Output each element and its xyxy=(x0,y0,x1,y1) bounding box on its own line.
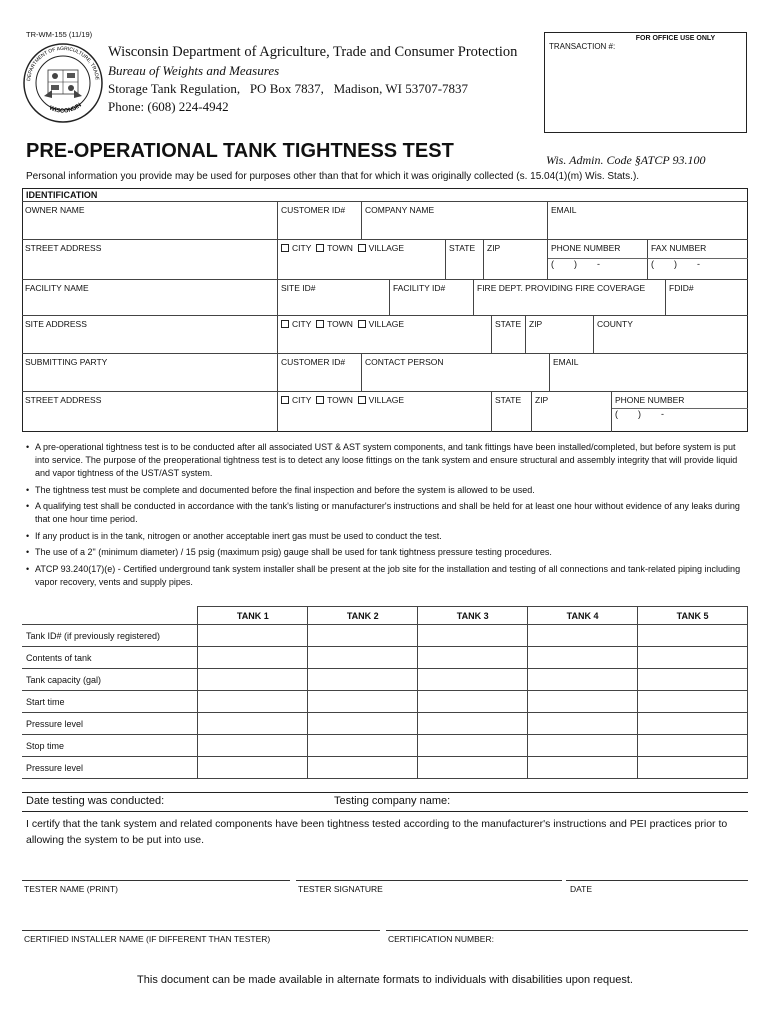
seal-top-text: DEPARTMENT OF AGRICULTURE, TRADE xyxy=(26,45,100,82)
tank-cell[interactable] xyxy=(638,625,748,647)
row-label: Stop time xyxy=(22,735,198,757)
tank-cell[interactable] xyxy=(198,625,308,647)
bullet-4: • If any product is in the tank, nitrogen or another acceptable inert gas must be used to conduct the test. xyxy=(26,531,442,541)
sub-town-checkbox[interactable]: TOWN xyxy=(316,395,353,405)
tank-cell[interactable] xyxy=(308,735,418,757)
tank-cell[interactable] xyxy=(198,691,308,713)
row-label: Start time xyxy=(22,691,198,713)
tank-cell[interactable] xyxy=(528,669,638,691)
table-row xyxy=(22,669,748,691)
testing-company-field[interactable]: Testing company name: xyxy=(334,795,451,807)
tank-cell[interactable] xyxy=(528,691,638,713)
bureau-name: Bureau of Weights and Measures xyxy=(108,63,280,78)
agency-name: Wisconsin Department of Agriculture, Trade and Consumer Protection xyxy=(108,44,518,60)
tank-cell[interactable] xyxy=(638,757,748,779)
tank-header: TANK 1 xyxy=(198,607,308,625)
site-town-checkbox[interactable]: TOWN xyxy=(316,319,353,329)
site-address-field[interactable]: SITE ADDRESS xyxy=(22,316,278,354)
village-checkbox[interactable]: VILLAGE xyxy=(358,243,404,253)
site-zip-field[interactable]: ZIP xyxy=(526,316,594,354)
admin-code: Wis. Admin. Code §ATCP 93.100 xyxy=(546,153,706,167)
submitter-street-address-field[interactable]: STREET ADDRESS xyxy=(22,392,278,432)
tank-cell[interactable] xyxy=(198,735,308,757)
tank-cell[interactable] xyxy=(198,713,308,735)
owner-customer-id-field[interactable]: CUSTOMER ID# xyxy=(278,202,362,240)
tank-cell[interactable] xyxy=(418,647,528,669)
identification-header: IDENTIFICATION xyxy=(22,188,748,202)
tank-header: TANK 4 xyxy=(528,607,638,625)
tank-cell[interactable] xyxy=(528,713,638,735)
submitter-customer-id-field[interactable]: CUSTOMER ID# xyxy=(278,354,362,392)
owner-zip-field[interactable]: ZIP xyxy=(484,240,548,280)
bullet-5: • The use of a 2" (minimum diameter) / 15 psig (maximum psig) gauge shall be used for tank tightness pressure testing procedures. xyxy=(26,547,552,557)
tank-cell[interactable] xyxy=(308,669,418,691)
tester-signature-field[interactable]: TESTER SIGNATURE xyxy=(298,884,383,894)
owner-name-field[interactable]: OWNER NAME xyxy=(22,202,278,240)
owner-street-address-field[interactable]: STREET ADDRESS xyxy=(22,240,278,280)
tank-table xyxy=(22,606,748,779)
submitter-phone-field[interactable] xyxy=(612,392,748,432)
tank-cell[interactable] xyxy=(418,625,528,647)
bullet-3: • A qualifying test shall be conducted in accordance with the tank's listing or manufacturer's instructions and shall be held for at least one hour without evidence of any leaks during that one hour time period. xyxy=(26,501,740,524)
installer-name-field[interactable]: CERTIFIED INSTALLER NAME (IF DIFFERENT THAN TESTER) xyxy=(24,934,271,944)
tank-cell[interactable] xyxy=(418,757,528,779)
transaction-label: TRANSACTION #: xyxy=(549,42,616,51)
tank-cell[interactable] xyxy=(308,691,418,713)
tank-cell[interactable] xyxy=(308,713,418,735)
tank-cell[interactable] xyxy=(198,647,308,669)
row-label: Contents of tank xyxy=(22,647,198,669)
submitter-municipality-type xyxy=(278,392,492,432)
site-state-field[interactable]: STATE xyxy=(492,316,526,354)
bullet-6: • ATCP 93.240(17)(e) - Certified underground tank system installer shall be present at the job site for the installation and testing of all connections and tank-related piping including vapor recovery, vents and supply pipes. xyxy=(26,564,741,587)
table-row xyxy=(22,647,748,669)
svg-text:WISCONSIN xyxy=(48,102,83,114)
tank-cell[interactable] xyxy=(198,757,308,779)
facility-id-field[interactable]: FACILITY ID# xyxy=(390,280,474,316)
tank-cell[interactable] xyxy=(418,713,528,735)
bullet-1: • A pre-operational tightness test is to be conducted after all associated UST & AST system components, and tank fittings have been installed/completed, but before system is put into service. The purpose of the preoperational tightness test is to detect any loose fittings on the tank system and ensure structural and assembly integrity that will provide liquid and vapor tightness of the UST/AST system. xyxy=(26,442,738,478)
sub-phone-mask: ( ) - xyxy=(615,409,664,419)
certification-number-field[interactable]: CERTIFICATION NUMBER: xyxy=(388,934,494,944)
tank-cell[interactable] xyxy=(638,691,748,713)
page-title: PRE-OPERATIONAL TANK TIGHTNESS TEST xyxy=(26,140,454,162)
site-city-checkbox[interactable]: CITY xyxy=(281,319,311,329)
tank-cell[interactable] xyxy=(528,647,638,669)
company-name-field[interactable]: COMPANY NAME xyxy=(362,202,548,240)
tank-header: TANK 3 xyxy=(418,607,528,625)
tank-cell[interactable] xyxy=(638,669,748,691)
table-row xyxy=(22,757,748,779)
row-label: Tank capacity (gal) xyxy=(22,669,198,691)
seal-bottom-text: WISCONSIN xyxy=(48,102,83,115)
owner-email-field[interactable]: EMAIL xyxy=(548,202,748,240)
tank-header: TANK 5 xyxy=(638,607,748,625)
owner-municipality-type xyxy=(278,240,446,280)
site-village-checkbox[interactable]: VILLAGE xyxy=(358,319,404,329)
tank-cell[interactable] xyxy=(418,691,528,713)
site-municipality-type xyxy=(278,316,492,354)
submitting-party-field[interactable]: SUBMITTING PARTY xyxy=(22,354,278,392)
agency-address: Storage Tank Regulation, PO Box 7837, Madison, WI 53707-7837 xyxy=(108,81,469,96)
tank-cell[interactable] xyxy=(638,713,748,735)
submitter-state-field[interactable]: STATE xyxy=(492,392,532,432)
tank-cell[interactable] xyxy=(418,669,528,691)
agency-phone: Phone: (608) 224-4942 xyxy=(108,99,229,114)
sub-village-checkbox[interactable]: VILLAGE xyxy=(358,395,404,405)
site-id-field[interactable]: SITE ID# xyxy=(278,280,390,316)
fax-mask: ( ) - xyxy=(651,259,700,269)
tank-cell[interactable] xyxy=(528,757,638,779)
owner-phone-field[interactable] xyxy=(548,240,648,280)
wisconsin-seal-icon xyxy=(22,42,104,124)
tank-cell[interactable] xyxy=(528,735,638,757)
city-checkbox[interactable]: CITY xyxy=(281,243,311,253)
tank-cell[interactable] xyxy=(638,647,748,669)
table-row xyxy=(22,735,748,757)
fdid-field[interactable]: FDID# xyxy=(666,280,748,316)
date-testing-field[interactable]: Date testing was conducted: xyxy=(26,795,165,807)
fire-dept-field[interactable]: FIRE DEPT. PROVIDING FIRE COVERAGE xyxy=(474,280,666,316)
contact-person-field[interactable]: CONTACT PERSON xyxy=(362,354,550,392)
county-field[interactable]: COUNTY xyxy=(594,316,748,354)
tank-cell[interactable] xyxy=(308,757,418,779)
table-row xyxy=(22,625,748,647)
tank-cell[interactable] xyxy=(638,735,748,757)
tank-cell[interactable] xyxy=(528,625,638,647)
tank-header: TANK 2 xyxy=(308,607,418,625)
tank-cell[interactable] xyxy=(198,669,308,691)
owner-state-field[interactable]: STATE xyxy=(446,240,484,280)
row-label: Tank ID# (if previously registered) xyxy=(22,625,198,647)
privacy-notice: Personal information you provide may be used for purposes other than that for which it was originally collected (s. 15.04(1)(m) Wis. Stats.). xyxy=(26,171,640,182)
row-label: Pressure level xyxy=(22,757,198,779)
tank-cell[interactable] xyxy=(418,735,528,757)
bullet-2: • The tightness test must be complete and documented before the final inspection and before the system is allowed to be used. xyxy=(26,485,535,495)
tank-cell[interactable] xyxy=(308,625,418,647)
owner-fax-field[interactable] xyxy=(648,240,748,280)
submitter-zip-field[interactable]: ZIP xyxy=(532,392,612,432)
office-use-heading: FOR OFFICE USE ONLY xyxy=(635,35,716,42)
form-id: TR-WM-155 (11/19) xyxy=(26,30,93,39)
town-checkbox[interactable]: TOWN xyxy=(316,243,353,253)
office-use-box xyxy=(544,32,747,133)
tank-table-corner xyxy=(22,607,198,625)
row-label: Pressure level xyxy=(22,713,198,735)
tester-name-field[interactable]: TESTER NAME (PRINT) xyxy=(24,884,118,894)
phone-label: PHONE NUMBER xyxy=(551,243,621,253)
sub-phone-label: PHONE NUMBER xyxy=(615,395,685,405)
svg-text:DEPARTMENT OF AGRICULTURE, TRA xyxy=(22,42,100,82)
tank-cell[interactable] xyxy=(308,647,418,669)
phone-mask: ( ) - xyxy=(551,259,600,269)
submitter-email-field[interactable]: EMAIL xyxy=(550,354,748,392)
accessibility-footer: This document can be made available in alternate formats to individuals with disabilities upon request. xyxy=(137,974,633,986)
sub-city-checkbox[interactable]: CITY xyxy=(281,395,311,405)
facility-name-field[interactable]: FACILITY NAME xyxy=(22,280,278,316)
signature-date-field[interactable]: DATE xyxy=(570,884,593,894)
table-row xyxy=(22,713,748,735)
certification-statement: I certify that the tank system and related components have been tightness tested according to the manufacturer's instructions and PEI practices prior to allowing the system to be put into use. xyxy=(26,818,728,846)
fax-label: FAX NUMBER xyxy=(651,243,707,253)
table-row xyxy=(22,691,748,713)
